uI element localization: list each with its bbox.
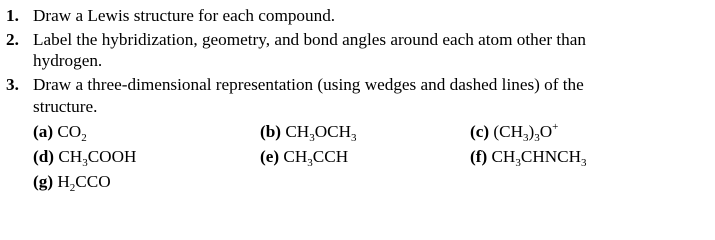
compound-label: (c): [470, 122, 490, 141]
compound-b: [260, 122, 357, 142]
compound-formula: [491, 147, 587, 169]
formula-subscript: 3: [534, 132, 540, 144]
question-text: Label the hybridization, geometry, and bond angles around each atom other than: [33, 30, 586, 49]
compound-label: (e): [260, 147, 280, 166]
question-text-continued: structure.: [33, 97, 98, 116]
compound-formula: [57, 122, 87, 144]
compound-formula: [57, 172, 111, 194]
compound-a: [33, 122, 87, 142]
formula-superscript: +: [552, 121, 559, 133]
formula-text: OCH: [314, 122, 351, 141]
formula-text: COOH: [87, 147, 137, 166]
compound-d: [33, 147, 136, 167]
compound-c: [470, 122, 558, 142]
formula-text: H: [57, 172, 70, 191]
formula-subscript: 2: [81, 132, 87, 144]
formula-text: CHNCH: [520, 147, 582, 166]
formula-text: O: [539, 122, 553, 141]
formula-text: CCO: [75, 172, 111, 191]
formula-subscript: 2: [69, 182, 76, 194]
formula-text: CH: [283, 147, 308, 166]
compound-g: [33, 172, 111, 192]
question-number: 2.: [6, 30, 19, 49]
question-number: 1.: [6, 6, 19, 25]
compound-label: (d): [33, 147, 55, 166]
compound-formula: [493, 121, 559, 144]
formula-subscript: 3: [515, 157, 521, 169]
compound-label: (a): [33, 122, 54, 141]
formula-text: CH: [58, 147, 83, 166]
compound-label: (b): [260, 122, 282, 141]
compound-formula: [283, 147, 349, 169]
compound-formula: [58, 147, 137, 169]
formula-subscript: 3: [522, 132, 529, 144]
question-text: Draw a three-dimensional representation (using wedges and dashed lines) of the: [33, 75, 584, 94]
formula-text: CO: [57, 122, 82, 141]
formula-text: (CH: [493, 122, 523, 141]
formula-subscript: 3: [581, 157, 587, 169]
formula-text: CH: [285, 122, 310, 141]
compound-label: (f): [470, 147, 488, 166]
formula-text: CH: [491, 147, 516, 166]
compound-f: [470, 147, 587, 167]
compound-formula: [285, 122, 357, 144]
formula-text: CCH: [312, 147, 349, 166]
compound-e: [260, 147, 348, 167]
formula-subscript: 3: [82, 157, 88, 169]
formula-subscript: 3: [309, 132, 315, 144]
compound-label: (g): [33, 172, 54, 191]
question-number: 3.: [6, 75, 19, 94]
formula-subscript: 3: [351, 132, 357, 144]
formula-subscript: 3: [307, 157, 313, 169]
formula-text: ): [528, 122, 535, 141]
question-text: Draw a Lewis structure for each compound.: [33, 6, 336, 25]
question-text-continued: hydrogen.: [33, 51, 103, 70]
